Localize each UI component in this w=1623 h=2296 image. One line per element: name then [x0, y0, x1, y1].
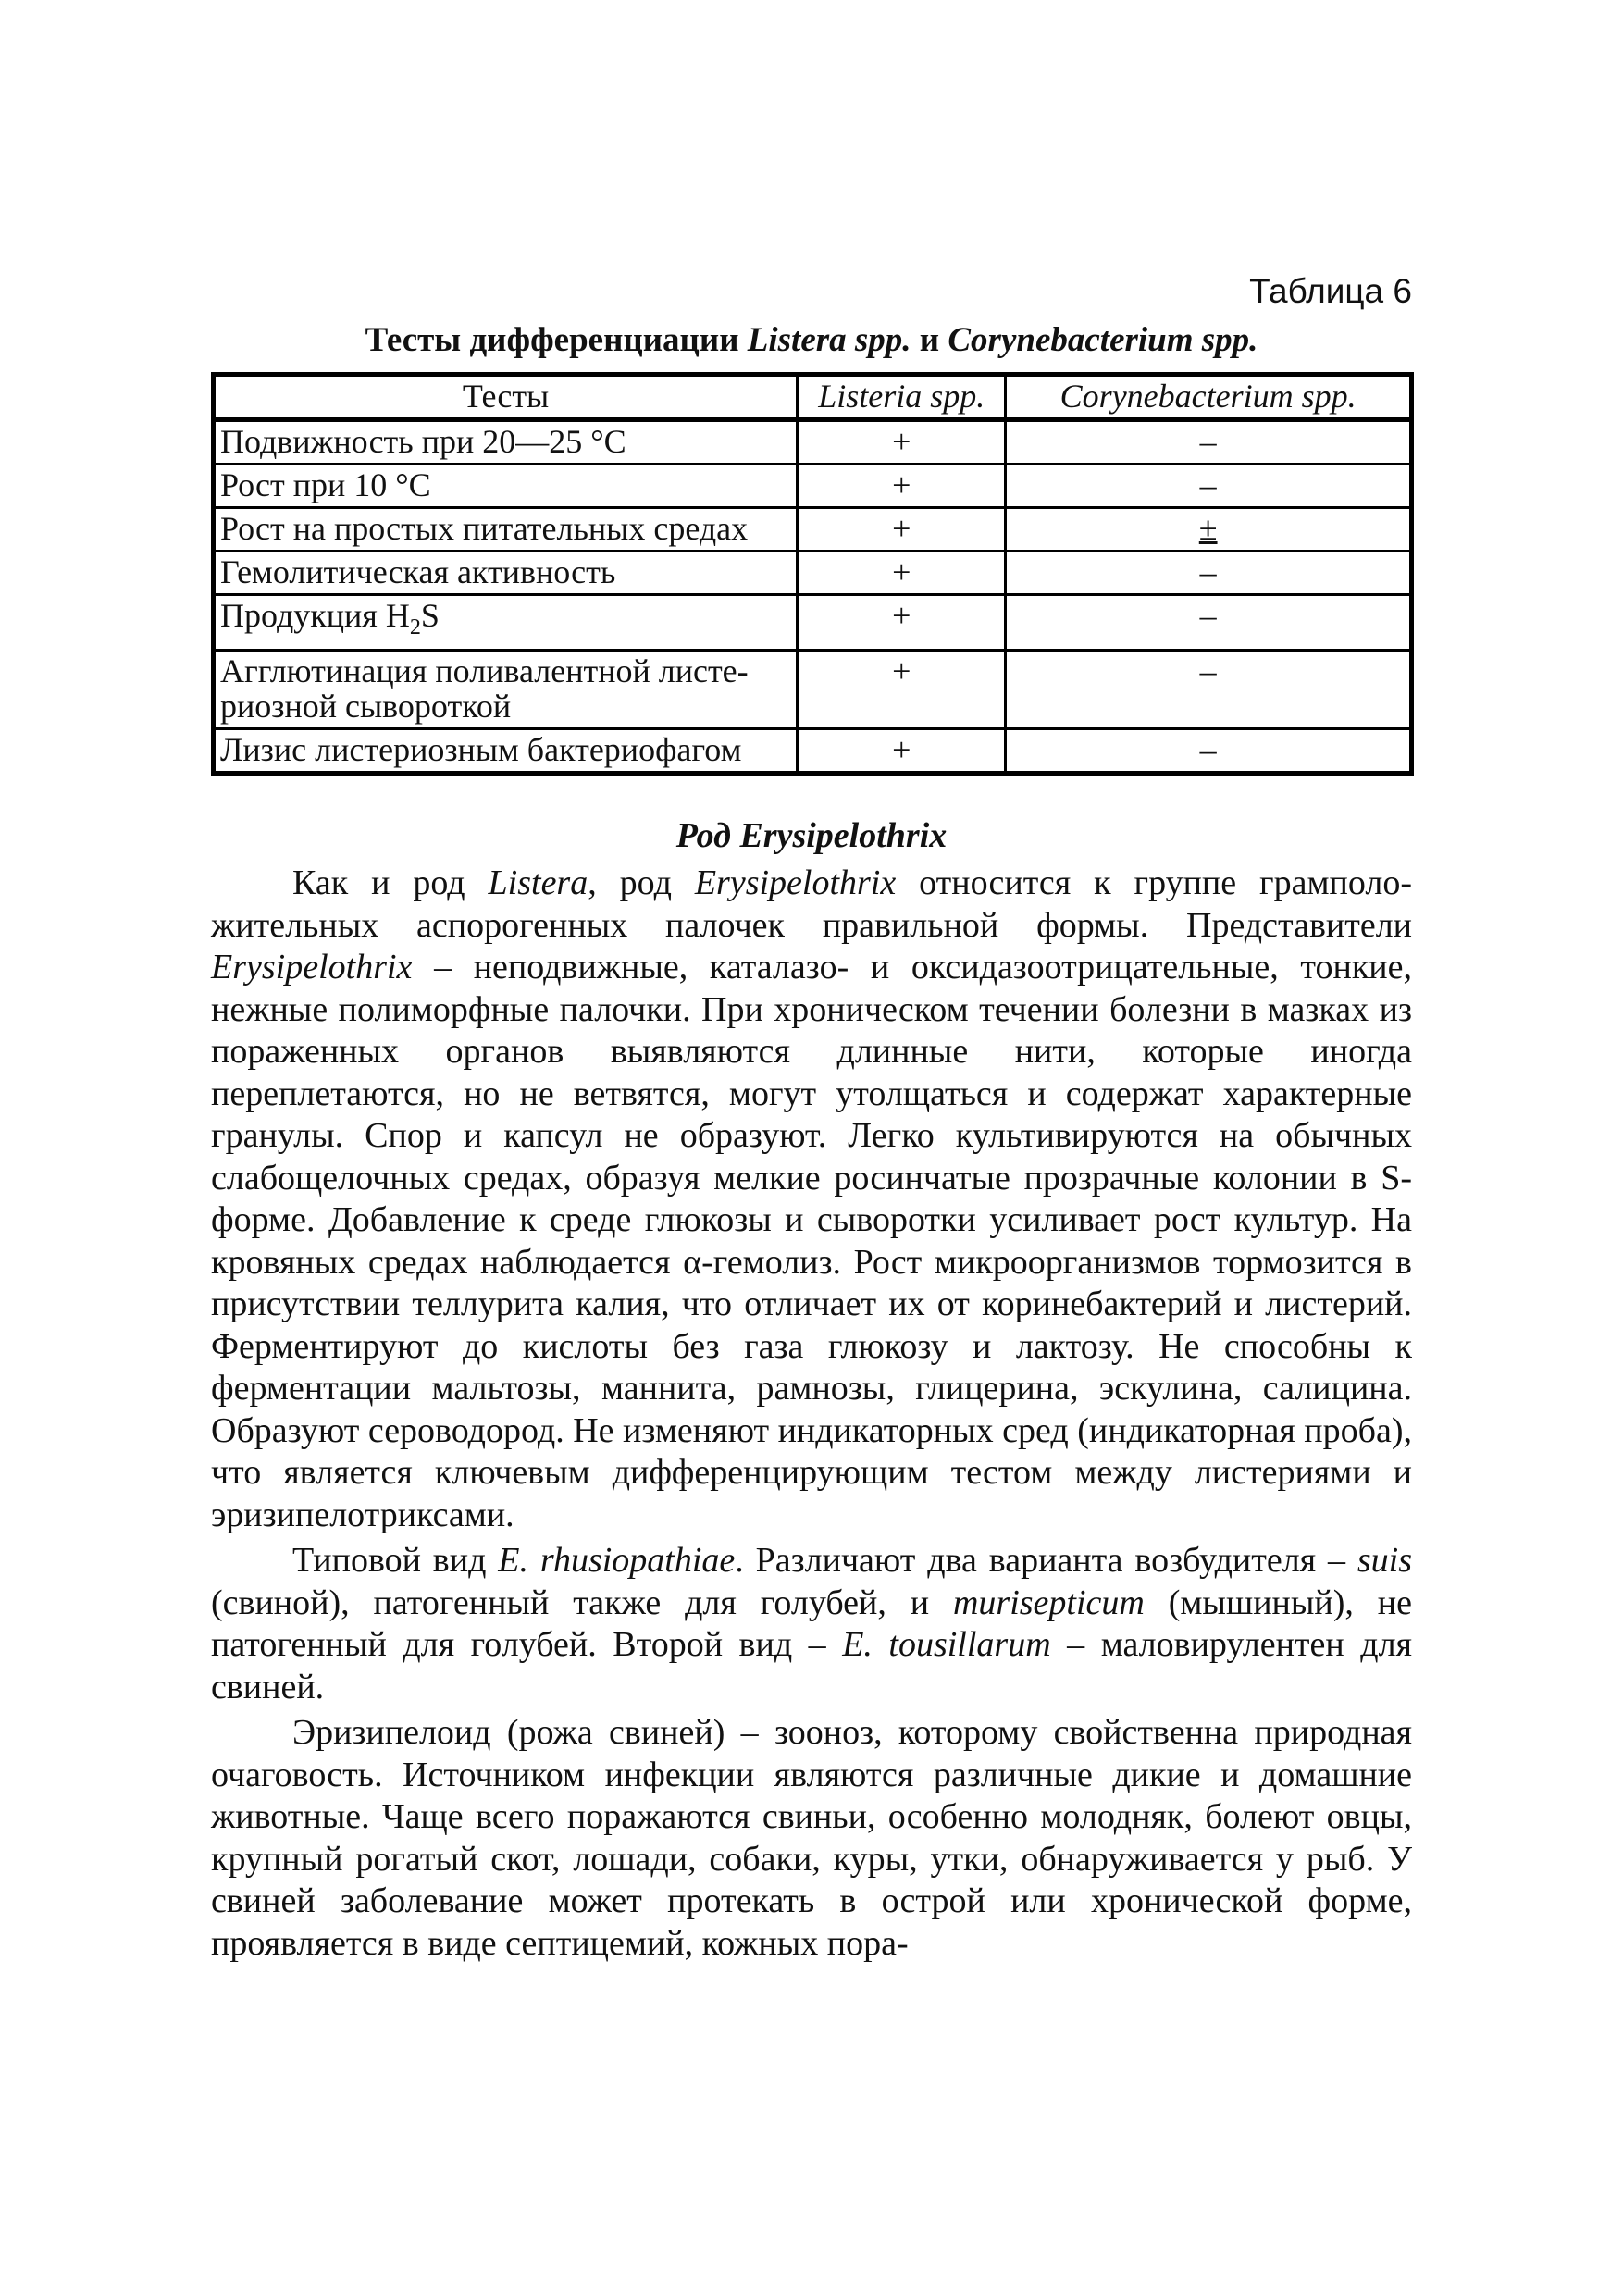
text-run: – неподвижные, каталазо- и оксидазоотрицательные, тонкие, нежные полиморфные палочки. При хроническом течении болезни в мазках из пораженных органов выявляются длинные нити, которые иногда переплетаются, но не ветвятся, могут утолщаться и содержат характерные гранулы. Спор и капсул не образуют. Легко культивируются на обычных слабощелочных средах, образуя мелкие росинчатые прозрачные колонии в S-форме. Добавление к среде глюкозы и сыворотки усиливает рост культур. На кровяных средах наблюдается α-гемолиз. Рост микроорганизмов тормозится в присутствии теллурита калия, что отличает их от коринебактерий и листерий. Ферментируют до кислоты без газа глюкозу и лактозу. Не способны к ферментации мальтозы, маннита, рамнозы, глицерина, эскулина, салицина. Образуют сероводород. Не изменяют индикаторных сред (индикаторная проба), что является ключевым дифференцирующим тестом между листериями и эризипелотриксами. [211, 948, 1412, 1534]
corynebacterium-result: – [1006, 552, 1412, 595]
listeria-result: + [798, 595, 1006, 651]
test-name: Лизис листериозным бактериофагом [214, 729, 798, 774]
subscript: 2 [409, 615, 421, 640]
text-run: (мышиный), не патогенный для голубей. Второй вид – [211, 1582, 1412, 1664]
test-name: Агглютинация поливалентной листе- риозной сывороткой [214, 651, 798, 729]
section-heading: Род Erysipelothrix [675, 816, 948, 855]
test-name: Гемолитическая активность [214, 552, 798, 595]
italic-term: Listera [488, 863, 588, 902]
italic-term: E. tousillarum [842, 1625, 1051, 1664]
test-name: Подвижность при 20—25 °С [214, 420, 798, 465]
corynebacterium-result: ± [1006, 508, 1412, 552]
table-row [214, 552, 1412, 595]
paragraph [211, 863, 1412, 1536]
table-title-genus-corynebacterium: Corynebacterium spp. [948, 321, 1258, 359]
listeria-result: + [798, 552, 1006, 595]
table-row [214, 729, 1412, 774]
table-title [211, 320, 1412, 361]
test-name-text: Продукция H [220, 597, 410, 634]
text-run: относится к группе грамположительных аспорогенных палочек правильной формы. Представители [211, 863, 1412, 945]
table-title-genus-listera: Listera spp. [747, 321, 911, 359]
header-tests: Тесты [214, 375, 798, 420]
differentiation-tests-table [211, 372, 1414, 776]
italic-term: E. rhusiopathiae [498, 1541, 736, 1580]
table-header-row [214, 375, 1412, 420]
test-name-text: S [420, 597, 440, 634]
italic-term: murisepticum [952, 1582, 1145, 1622]
listeria-result: + [798, 465, 1006, 508]
table-row [214, 420, 1412, 465]
paragraph [211, 1540, 1412, 1708]
italic-term: suis [1357, 1541, 1413, 1580]
header-listeria: Listeria spp. [798, 375, 1006, 420]
test-name: Рост на простых питательных средах [214, 508, 798, 552]
paragraph: Эризипелоид (рожа свиней) – зооноз, которому свойственна природная очаговость. Источником инфекции являются различные дикие и домашние животные. Чаще всего поражаются свиньи, особенно молодняк, болеют овцы, крупный рогатый скот, лошади, собаки, куры, утки, обнаруживается у рыб. У свиней заболевание может протекать в острой или хронической форме, проявляется в виде септицемий, кожных пора- [211, 1713, 1412, 1963]
table-title-text: Тесты дифференциации [365, 321, 748, 359]
text-run: – маловирулентен для свиней. [211, 1625, 1413, 1706]
table-row [214, 508, 1412, 552]
listeria-result: + [798, 651, 1006, 729]
text-run: , род [588, 863, 695, 902]
corynebacterium-result: – [1006, 595, 1412, 651]
corynebacterium-result: – [1006, 651, 1412, 729]
header-corynebacterium: Corynebacterium spp. [1006, 375, 1412, 420]
listeria-result: + [798, 420, 1006, 465]
table-number-label: Таблица 6 [1249, 272, 1412, 310]
text-run: . Различают два варианта возбудителя – [735, 1541, 1357, 1580]
corynebacterium-result: – [1006, 420, 1412, 465]
text-run: Типовой вид [292, 1541, 499, 1580]
corynebacterium-result: – [1006, 729, 1412, 774]
test-name [214, 595, 798, 651]
listeria-result: + [798, 729, 1006, 774]
text-run: Как и род [292, 863, 489, 902]
test-name: Рост при 10 °С [214, 465, 798, 508]
body-text [211, 863, 1412, 1968]
table-row [214, 465, 1412, 508]
italic-term: Erysipelothrix [694, 863, 897, 902]
italic-term: Erysipelothrix [211, 948, 413, 987]
table-row [214, 651, 1412, 729]
listeria-result: + [798, 508, 1006, 552]
text-run: (свиной), патогенный также для голубей, и [211, 1582, 953, 1622]
table-row [214, 595, 1412, 651]
corynebacterium-result: – [1006, 465, 1412, 508]
table-title-conjunction: и [911, 321, 948, 359]
